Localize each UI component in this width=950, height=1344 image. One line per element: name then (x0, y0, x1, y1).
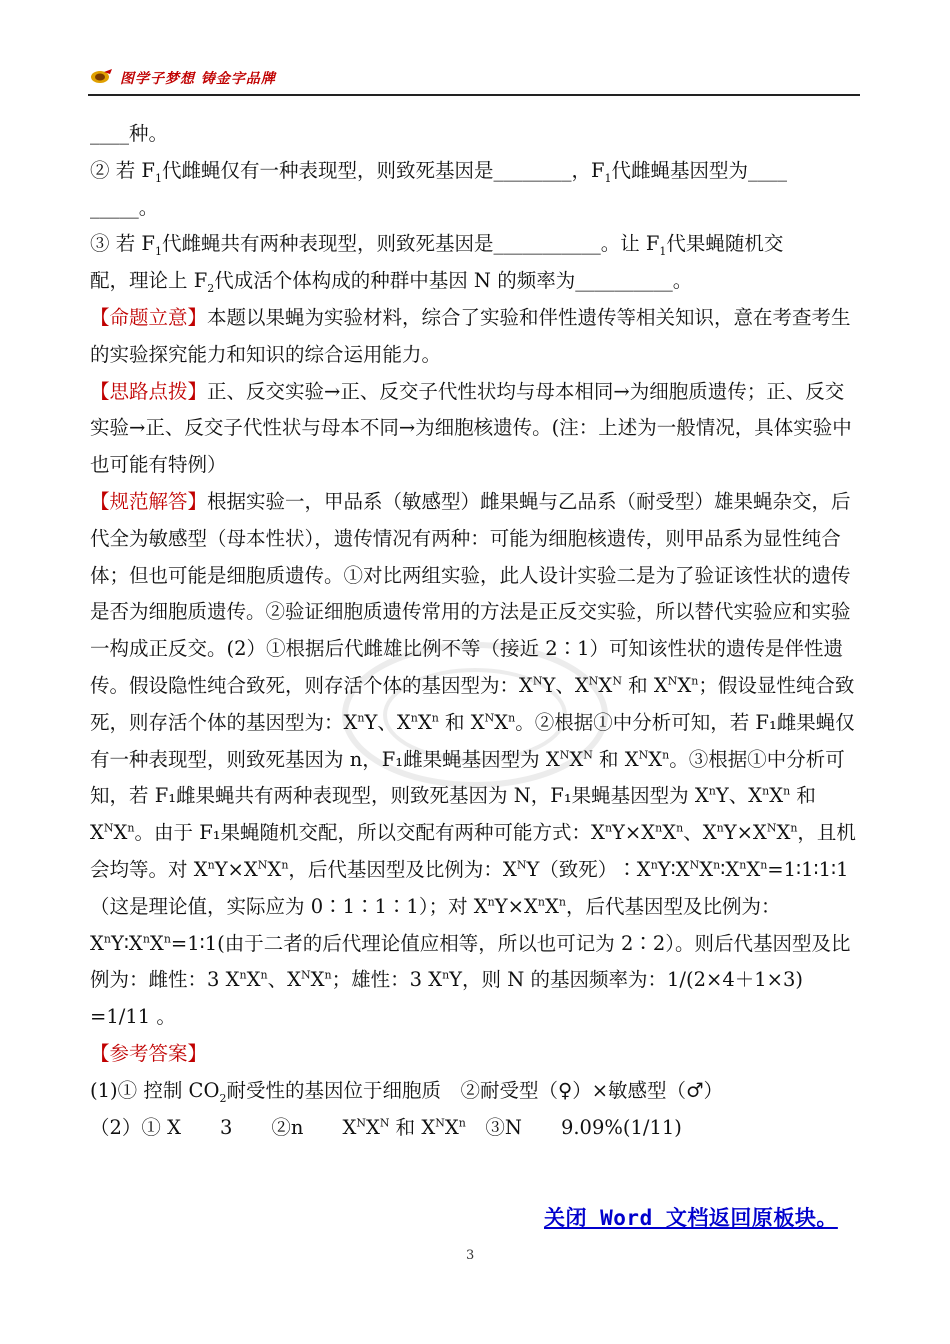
line-text: ② 若 F (90, 158, 155, 182)
line-text: 代雌蝇基因型为____ (611, 158, 787, 182)
line-text: 代雌蝇仅有一种表现型，则致死基因是________，F (161, 158, 605, 182)
section-text: （这是理论值，实际应为 0∶1∶1∶1）；对 (90, 894, 474, 918)
line-text: 代果蝇随机交 (666, 232, 784, 256)
section-tag: 【规范解答】 (90, 489, 208, 513)
section-text: ，后代基因型及比例为： (288, 857, 503, 881)
brand-logo-icon (90, 68, 114, 84)
section-text: ，且机会均等。对 (90, 821, 856, 881)
question-line: ② 若 $F_1$代雌蝇仅有一种表现型，则致死基因是________，$F_1$代雌蝇基因型为____ (90, 158, 787, 185)
question-line (90, 190, 862, 227)
section-text: 。由于 F₁果蝇随机交配，所以交配有两种可能方式： (134, 821, 592, 845)
document-body (90, 116, 862, 1146)
page-number: 3 (466, 1248, 475, 1263)
page-header (88, 66, 860, 96)
section-text: ，后代基因型及比例为： (565, 894, 781, 918)
section-silu (90, 374, 862, 484)
section-text: 根据实验一，甲品系（敏感型）雌果蝇与乙品系（耐受型）雄果蝇杂交，后代全为敏感型（母本性状），遗传情况有两种：可能为细胞核遗传，则甲品系为显性纯合体；但也可能是细胞质遗传。①对比两组实验，此人设计实验二是为了验证该性状的遗传是否为细胞质遗传。②验证细胞质遗传常用的方法是正反交实验，所以替代实验应和实验一构成正反交。(2）①根据后代雌雄比例不等（接近 2∶1）可知该性状的遗传是伴性遗传。假设隐性纯合致死，则存活个体的基因型为： (90, 489, 851, 697)
line-text: ____种。 (90, 122, 169, 145)
answer-line: （2）① X 3 ②n $X^NX^N$ 和 $X^NX^n$ ③N 9.09%(1/11) (90, 1115, 682, 1139)
section-text: ；假设显性纯合致死，则存活个体的基因型为： (90, 673, 855, 734)
close-document-link[interactable]: 关闭 Word 文档返回原板块。 (544, 1206, 838, 1230)
answer-text: （2）① X 3 ②n X (90, 1115, 357, 1139)
brand-slogan: 图学子梦想 铸金字品牌 (120, 71, 276, 87)
section-text: (由于二者的后代理论值应相等，所以也可记为 2∶2）。则后代基因型及比例为：雌性：3 (90, 931, 851, 992)
line-text: ③ 若 F (90, 232, 155, 256)
section-tag: 【思路点拨】 (90, 379, 208, 403)
section-text: 。③根据①中分析可知，若 F₁雌果蝇共有两种表现型，则致死基因为 N，F₁果蝇基因型为 (90, 747, 845, 808)
line-text: 代成活个体构成的种群中基因 N 的频率为__________。 (214, 269, 693, 293)
answer-text: ③N 9.09%(1/11) (485, 1115, 682, 1139)
section-text: 。②根据①中分析可知，若 F₁雌果蝇仅有一种表现型，则致死基因为 n，F₁雌果蝇基因型为 (90, 710, 855, 771)
question-line (90, 116, 862, 153)
answer-text: 耐受性的基因位于细胞质 ②耐受型（♀）×敏感型（♂） (226, 1078, 724, 1102)
answer-text: (1)① 控制 CO (90, 1078, 220, 1102)
section-mingti (90, 300, 862, 374)
line-text: 配，理论上 F (90, 269, 208, 293)
section-text: ；雄性：3 (331, 968, 429, 992)
question-line: ③ 若 $F_1$代雌蝇共有两种表现型，则致死基因是___________。让 $F_1$代果蝇随机交 (90, 232, 784, 259)
question-line: 配，理论上 $F_2$代成活个体构成的种群中基因 N 的频率为__________。 (90, 269, 693, 296)
section-tag: 【命题立意】 (90, 305, 208, 329)
section-text: ，则 N 的基因频率为：1/(2×4＋1×3) =1/11 。 (90, 968, 804, 1029)
section-tag: 【参考答案】 (90, 1041, 208, 1065)
section-text: 正、反交实验→正、反交子代性状均与母本相同→为细胞质遗传；正、反交实验→正、反交子代性状与母本不同→为细胞核遗传。(注：上述为一般情况，具体实验中也可能有特例） (90, 379, 852, 477)
answer-line: (1)① 控制 $CO_2$耐受性的基因位于细胞质 ②耐受型（♀）×敏感型（♂） (90, 1078, 724, 1105)
line-text: _____。 (90, 195, 159, 219)
section-text: 本题以果蝇为实验材料，综合了实验和伴性遗传等相关知识，意在考查考生的实验探究能力和知识的综合运用能力。 (90, 305, 851, 366)
section-guifan: 【规范解答】根据实验一，甲品系（敏感型）雌果蝇与乙品系（耐受型）雄果蝇杂交，后代全为敏感型（母本性状），遗传情况有两种：可能为细胞核遗传，则甲品系为显性纯合体；但也可能是细胞质遗传。①对比两组实验，此人设计实验二是为了验证该性状的遗传是否为细胞质遗传。②验证细胞质遗传常用的方法是正反交实验，所以替代实验应和实验一构成正反交。(2）①根据后代雌雄比例不等（接近 2∶1）可知该性状的遗传是伴性遗传。假设隐性纯合致死，则存活个体的基因型为：$X^NY$、$X^NX^N$ 和 $X^NX^n$；假设显性纯合致死，则存活个体的基因型为：$X^nY$、$X^nX^n$ 和 $X^NX^n$。②根据①中分析可知，若 F₁雌果蝇仅有一种表现型，则致死基因为 n，F₁雌果蝇基因型为 $X^NX^N$ 和 $X^NX^n$。③根据①中分析可知，若 F₁雌果蝇共有两种表现型，则致死基因为 N，F₁果蝇基因型为 $X^nY$、$X^nX^n$ 和 $X^NX^n$。由于 F₁果蝇随机交配，所以交配有两种可能方式：$X^nY\times X^nX^n$、$X^nY\times X^NX^n$，且机会均等。对 $X^nY\times X^NX^n$，后代基因型及比例为：$X^NY$（致死）$∶X^nY∶X^NX^n∶X^nX^n=1∶1∶1∶1$（这是理论值，实际应为 0∶1∶1∶1）；对 $X^nY\times X^nX^n$，后代基因型及比例为：$X^nY∶X^nX^n=1∶1$(由于二者的后代理论值应相等，所以也可记为 2∶2）。则后代基因型及比例为：雌性：3 $X^nX^n$、$X^NX^n$；雄性：3 $X^nY$，则 N 的基因频率为：1/(2×4＋1×3) =1/11 。 (90, 489, 856, 1029)
line-text: 代雌蝇共有两种表现型，则致死基因是___________。让 F (161, 232, 660, 256)
section-cankao (90, 1036, 862, 1073)
